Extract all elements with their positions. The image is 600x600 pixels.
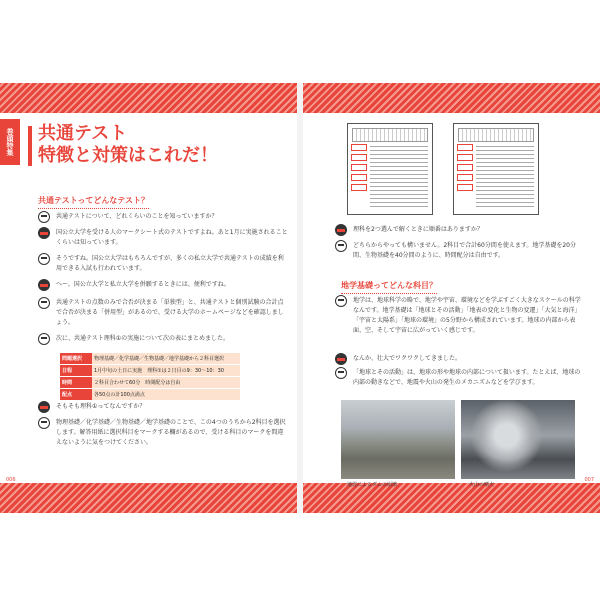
teacher-icon <box>335 367 347 379</box>
page-title: 共通テスト 特徴と対策はこれだ！ <box>38 123 218 166</box>
book-spread <box>0 83 600 513</box>
teacher-icon <box>38 211 50 223</box>
table-row: 日程 1月中旬の土日に実施 理科①は２日目の9：30～10：30 <box>60 365 240 377</box>
teacher-icon <box>38 417 50 429</box>
dam-photo <box>341 400 455 479</box>
section-heading: 共通テストってどんなテスト？ <box>38 196 150 205</box>
section-tab: 巻頭特集 <box>0 119 20 165</box>
bottom-stripes <box>0 483 297 513</box>
answer-sheet-image <box>453 123 539 215</box>
teacher-icon <box>335 240 347 252</box>
photo-caption: 火山の噴火 <box>469 482 495 488</box>
teacher-icon <box>38 253 50 265</box>
table-row: 配点 各50点の計100点満点 <box>60 389 240 401</box>
student-icon <box>38 227 50 239</box>
exam-info-table <box>60 353 240 401</box>
photo-caption: 地震によるダムの崩壊 <box>347 482 398 488</box>
top-stripes <box>303 83 600 113</box>
top-stripes <box>0 83 297 113</box>
left-page: 巻頭特集 共通テスト 特徴と対策はこれだ！ 共通テストってどんなテスト？ 共通テストについて、どれくらいのことを知っていますか？ 国公立大学を受ける人のマークシート式のテストですよね。あと1月に実施されることくらいは知っています。 そうですね。国公立大学はもちろんですが、多くの私立大学で共通テストの成績を利用できる入試も行われています。 へー。国公立大学と私立大学を併願するときには、便利ですね。 共通テストの点数のみで合否が決まる「単独型」と、共通テストと個別試験の合計点で合否が決まる「併用型」があるので、受ける大学のホームページなどを確認しましょう。 次に、共通テスト理科①の実施について次の表にまとめました。 問題選択 物理基礎／化学基礎／生物基礎／地学基礎から２科目選択 日程 1月中旬の土日に実施 理科①は２日目の9：30～10：30 時間 ２科目合わせて60分 時間配分は自由 配点 各50点の計100点満点 そもそも理科①ってなんですか？ 物理基礎／化学基礎／生物基礎／地学基礎のことで、この4つのうちから2科目を選択します。解答用紙に選択科目をマークする欄があるので、受ける科目のマークを間違えないように気をつけてください。 006 <box>0 83 297 513</box>
title-accent <box>28 126 32 166</box>
student-icon <box>335 224 347 236</box>
table-row: 時間 ２科目合わせて60分 時間配分は自由 <box>60 377 240 389</box>
student-icon <box>38 401 50 413</box>
volcano-photo <box>461 400 575 479</box>
teacher-icon <box>38 297 50 309</box>
student-icon <box>335 353 347 365</box>
page-number: 006 <box>6 477 16 483</box>
page-number: 007 <box>584 477 594 483</box>
table-row: 問題選択 物理基礎／化学基礎／生物基礎／地学基礎から２科目選択 <box>60 353 240 365</box>
student-icon <box>38 279 50 291</box>
answer-sheet-image <box>347 123 433 215</box>
section-heading: 地学基礎ってどんな科目？ <box>341 281 437 290</box>
teacher-icon <box>38 333 50 345</box>
right-page: 理科を2つ選んで解くときに順番はありますか？ どちらからやっても構いません。2科目で合計60分間を使えます。地学基礎を20分間、生物基礎を40分間のように、時間配分は自由です。 地学基礎ってどんな科目？ 地学は、地球科学の略で、地学や宇宙、環境などを学ぶすごく大きなスケールの科学なんです。地学基礎は「地球とその活動」「地表の変化と生物の変遷」「大気と海洋」「宇宙と太陽系」「地球の環境」の5分野から構成されています。地球の内部から表面、空、そして宇宙に広がっていく感じです。 なんか、壮大でワクワクしてきました。 「地球とその活動」は、地球の形や地球の内部について扱います。たとえば、地球の内部の動きなどで、地震や火山の発生のメカニズムなどを学びます。 地震によるダムの崩壊 火山の噴火 007 <box>303 83 600 513</box>
teacher-icon <box>335 295 347 307</box>
